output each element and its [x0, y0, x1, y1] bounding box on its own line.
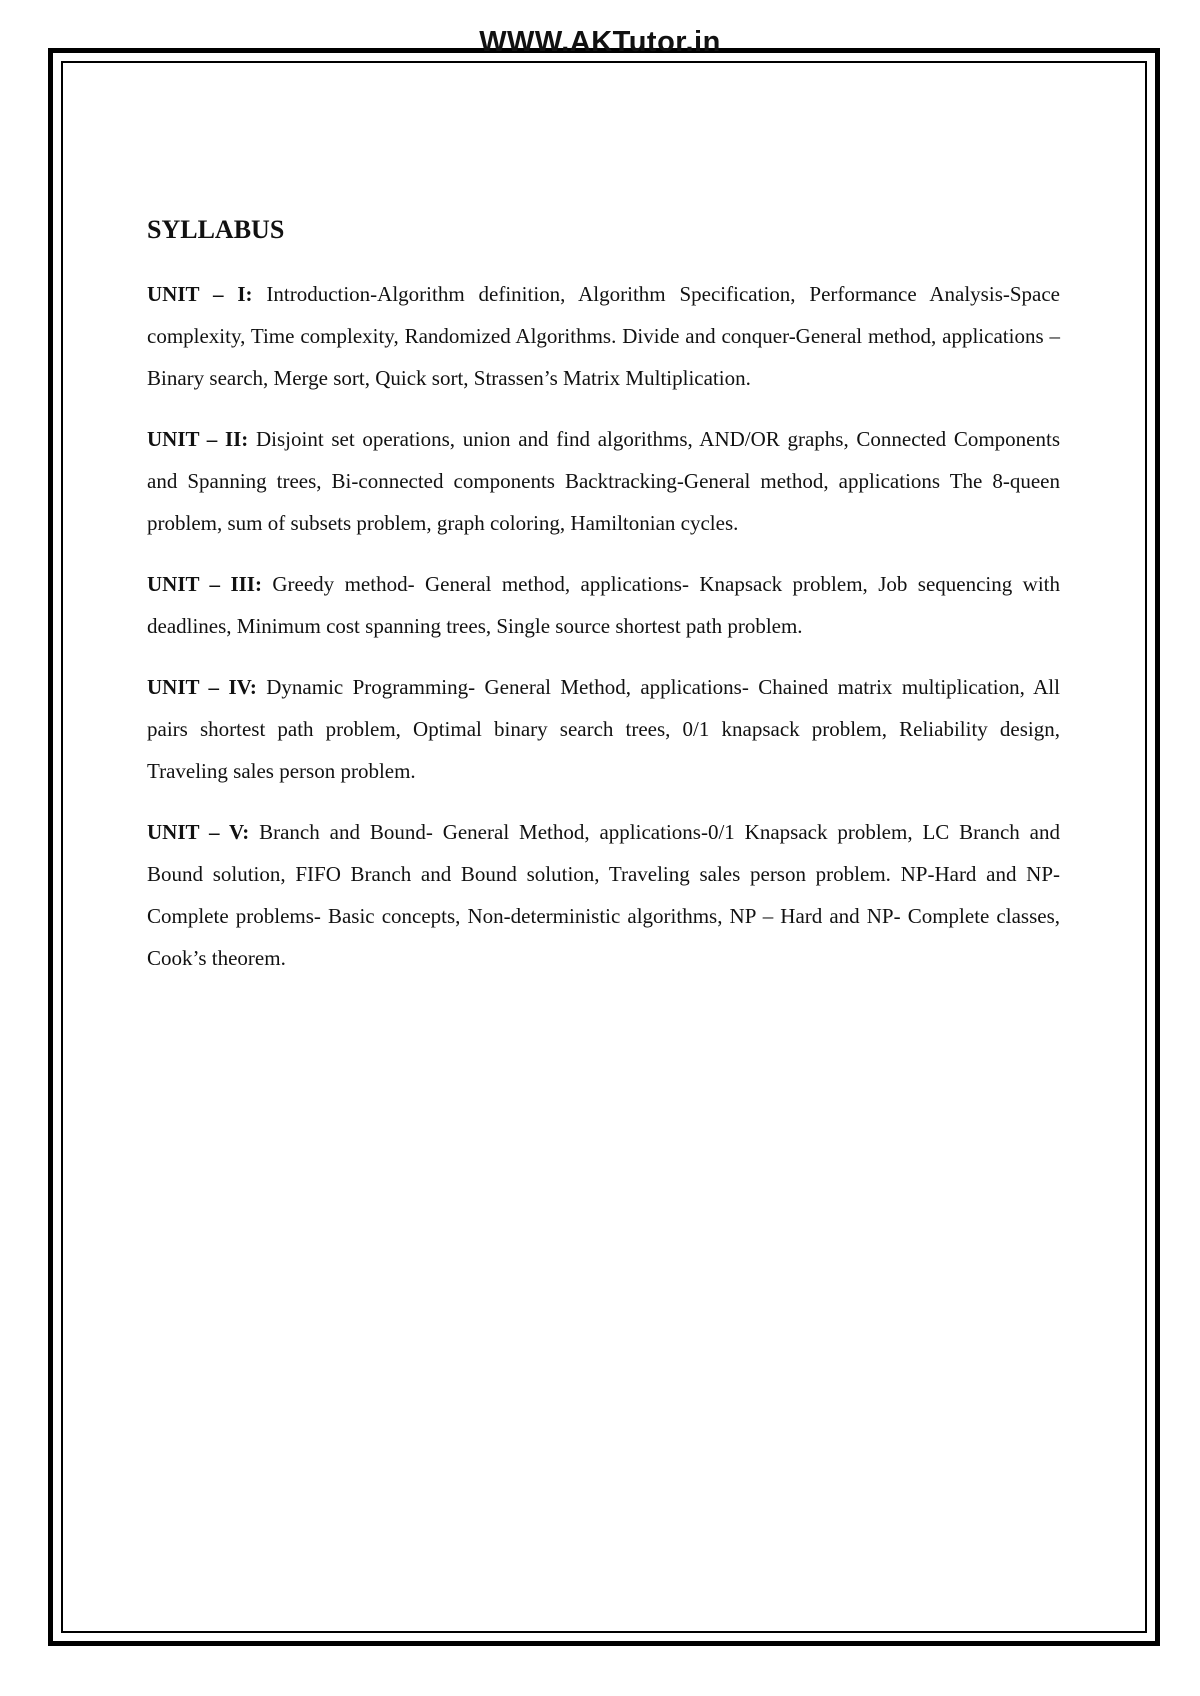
unit-3-paragraph [147, 563, 1060, 647]
unit-4-label: UNIT – IV: [147, 675, 257, 700]
unit-1-paragraph [147, 273, 1060, 399]
site-watermark: WWW.AKTutor.in [479, 26, 721, 58]
unit-3-label: UNIT – III: [147, 572, 262, 597]
unit-2-paragraph [147, 418, 1060, 544]
unit-2-label: UNIT – II: [147, 427, 249, 452]
unit-5-paragraph [147, 811, 1060, 979]
unit-1-label: UNIT – I: [147, 282, 253, 307]
unit-5-label: UNIT – V: [147, 820, 250, 845]
unit-5-text: Branch and Bound- General Method, applications-0/1 Knapsack problem, LC Branch and Bound solution, FIFO Branch and Bound solution, Traveling sales person problem. NP-Hard and NP-Complete problems- Basic concepts, Non-deterministic algorithms, NP – Hard and NP- Complete classes, Cook’s theorem. [147, 820, 1060, 971]
syllabus-content [147, 214, 1060, 998]
unit-1-text: Introduction-Algorithm definition, Algorithm Specification, Performance Analysis-Space complexity, Time complexity, Randomized Algorithms. Divide and conquer-General method, applications – Binary search, Merge sort, Quick sort, Strassen’s Matrix Multiplication. [147, 282, 1060, 391]
unit-3-text: Greedy method- General method, applications- Knapsack problem, Job sequencing with deadlines, Minimum cost spanning trees, Single source shortest path problem. [147, 572, 1060, 639]
syllabus-heading: SYLLABUS [147, 215, 285, 244]
unit-4-text: Dynamic Programming- General Method, applications- Chained matrix multiplication, All pairs shortest path problem, Optimal binary search trees, 0/1 knapsack problem, Reliability design, Traveling sales person problem. [147, 675, 1060, 784]
unit-2-text: Disjoint set operations, union and find algorithms, AND/OR graphs, Connected Components and Spanning trees, Bi-connected components Backtracking-General method, applications The 8-queen problem, sum of subsets problem, graph coloring, Hamiltonian cycles. [147, 427, 1061, 536]
unit-4-paragraph [147, 666, 1060, 792]
